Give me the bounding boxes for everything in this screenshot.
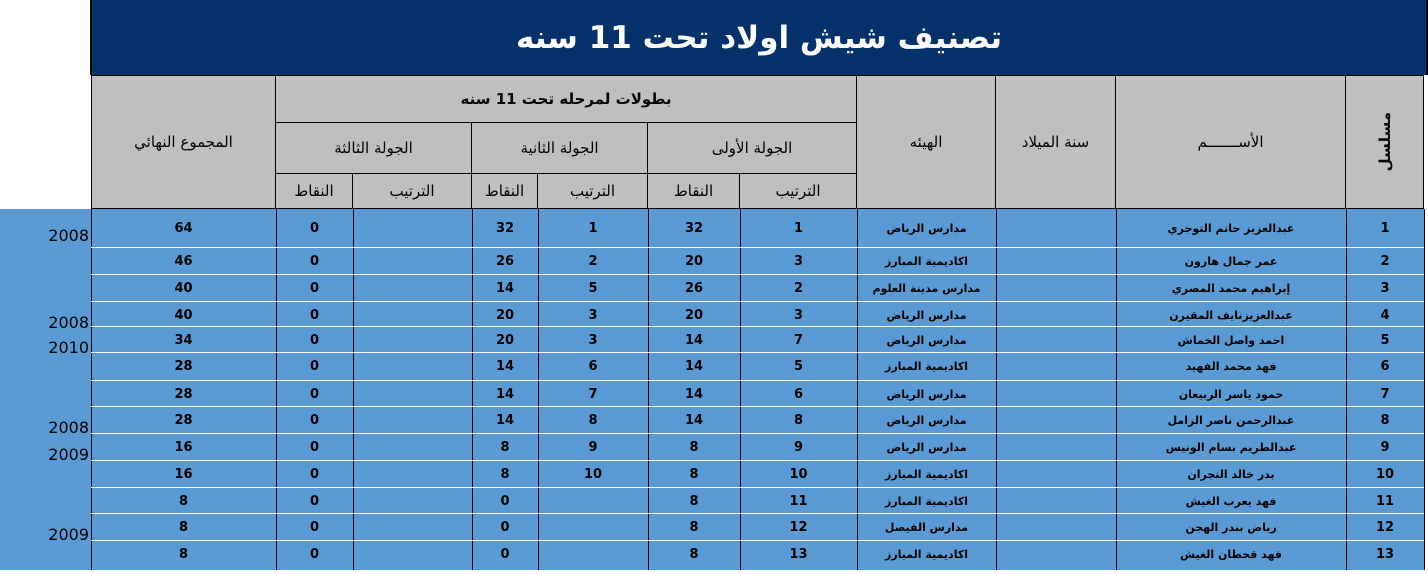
round3-rank-cell[interactable]: [353, 327, 472, 353]
header-total[interactable]: المجموع النهائي: [91, 75, 276, 209]
round2-rank-cell[interactable]: 3: [588, 332, 598, 348]
header-r3-rank[interactable]: الترتيب: [352, 173, 472, 209]
birth-year-cell[interactable]: [996, 248, 1116, 274]
round3-rank-cell[interactable]: [353, 381, 472, 407]
round2-rank-cell[interactable]: 9: [588, 439, 598, 455]
birth-year-cell[interactable]: [996, 514, 1116, 540]
round2-points-cell[interactable]: 32: [495, 220, 515, 236]
round3-rank-cell[interactable]: [353, 215, 472, 241]
name-cell[interactable]: إبراهيم محمد المصري: [1171, 281, 1291, 295]
round3-points-cell[interactable]: 0: [309, 412, 320, 428]
round3-rank-cell[interactable]: [353, 541, 472, 567]
round1-rank-cell[interactable]: 1: [793, 220, 804, 236]
round3-rank-cell[interactable]: [353, 248, 472, 274]
side-year-cell[interactable]: 2008: [48, 312, 89, 332]
birth-year-cell[interactable]: [996, 215, 1116, 241]
round3-points-cell[interactable]: 0: [309, 280, 320, 296]
total-cell[interactable]: 8: [178, 546, 189, 562]
birth-year-cell[interactable]: [996, 353, 1116, 379]
round3-rank-cell[interactable]: [353, 461, 472, 487]
round2-rank-cell[interactable]: 8: [588, 412, 598, 428]
round2-points-cell[interactable]: 8: [500, 466, 510, 482]
round2-points-cell[interactable]: 14: [495, 412, 515, 428]
club-cell[interactable]: مدارس الرياض: [886, 413, 967, 427]
club-cell[interactable]: مدارس الرياض: [886, 387, 967, 401]
round1-points-cell[interactable]: 8: [689, 546, 699, 562]
header-club[interactable]: الهيئه: [856, 75, 996, 209]
name-cell[interactable]: بدر خالد النجران: [1187, 467, 1275, 481]
name-cell[interactable]: عبدالعزيزنايف المقيرن: [1169, 308, 1293, 322]
round1-rank-cell[interactable]: 3: [793, 253, 804, 269]
round1-rank-cell[interactable]: 13: [789, 546, 808, 562]
total-cell[interactable]: 16: [174, 439, 193, 455]
total-cell[interactable]: 64: [174, 220, 193, 236]
club-cell[interactable]: مدارس الرياض: [886, 440, 967, 454]
round3-points-cell[interactable]: 0: [309, 220, 320, 236]
round2-rank-cell[interactable]: 3: [588, 307, 598, 323]
header-round2[interactable]: الجولة الثانية: [471, 122, 648, 174]
side-year-cell[interactable]: 2008: [48, 417, 89, 437]
round1-points-cell[interactable]: 26: [684, 280, 704, 296]
birth-year-cell[interactable]: [996, 327, 1116, 353]
round1-rank-cell[interactable]: 7: [793, 332, 804, 348]
serial-cell[interactable]: 12: [1375, 519, 1395, 535]
round3-points-cell[interactable]: 0: [309, 332, 320, 348]
round2-points-cell[interactable]: 0: [500, 493, 510, 509]
name-cell[interactable]: احمد واصل الخماش: [1177, 333, 1285, 347]
round3-points-cell[interactable]: 0: [309, 546, 320, 562]
birth-year-cell[interactable]: [996, 407, 1116, 433]
header-birth-year[interactable]: سنة الميلاد: [995, 75, 1116, 209]
side-year-cell[interactable]: [0, 388, 89, 414]
name-cell[interactable]: فهد يعرب الغيش: [1185, 494, 1277, 508]
round2-points-cell[interactable]: 26: [495, 253, 515, 269]
round1-rank-cell[interactable]: 3: [793, 307, 804, 323]
round1-rank-cell[interactable]: 6: [793, 386, 804, 402]
birth-year-cell[interactable]: [996, 275, 1116, 301]
side-year-cell[interactable]: [0, 468, 89, 494]
round3-rank-cell[interactable]: [353, 407, 472, 433]
header-r1-points[interactable]: النقاط: [647, 173, 740, 209]
name-cell[interactable]: فهد قحطان الغيش: [1180, 547, 1282, 561]
round1-points-cell[interactable]: 14: [684, 386, 704, 402]
side-year-cell[interactable]: [0, 282, 89, 308]
round3-points-cell[interactable]: 0: [309, 439, 320, 455]
birth-year-cell[interactable]: [996, 381, 1116, 407]
round1-points-cell[interactable]: 8: [689, 519, 699, 535]
header-serial-label: مسلسل: [1375, 112, 1394, 172]
serial-cell[interactable]: 6: [1380, 358, 1390, 374]
round2-rank-cell[interactable]: 10: [583, 466, 603, 482]
round3-points-cell[interactable]: 0: [309, 493, 320, 509]
total-cell[interactable]: 28: [174, 358, 193, 374]
round3-rank-cell[interactable]: [353, 353, 472, 379]
round1-rank-cell[interactable]: 5: [793, 358, 804, 374]
birth-year-cell[interactable]: [996, 541, 1116, 567]
round2-rank-cell[interactable]: [538, 488, 648, 514]
total-cell[interactable]: 28: [174, 386, 193, 402]
side-year-cell[interactable]: 2009: [48, 444, 89, 464]
name-cell[interactable]: عبدالطريم بسام الونيس: [1165, 440, 1297, 454]
round1-points-cell[interactable]: 8: [689, 466, 699, 482]
round3-rank-cell[interactable]: [353, 434, 472, 460]
header-r2-rank[interactable]: الترتيب: [537, 173, 648, 209]
round2-points-cell[interactable]: 14: [495, 358, 515, 374]
round3-points-cell[interactable]: 0: [309, 358, 320, 374]
birth-year-cell[interactable]: [996, 434, 1116, 460]
round2-points-cell[interactable]: 14: [495, 280, 515, 296]
serial-cell[interactable]: 5: [1380, 332, 1390, 348]
round2-rank-cell[interactable]: 6: [588, 358, 598, 374]
round2-rank-cell[interactable]: 2: [588, 253, 598, 269]
round2-points-cell[interactable]: 8: [500, 439, 510, 455]
round2-points-cell[interactable]: 20: [495, 307, 515, 323]
name-cell[interactable]: حمود ياسر الربيعان: [1178, 387, 1284, 401]
round3-rank-cell[interactable]: [353, 302, 472, 328]
club-cell[interactable]: اكاديمية المبارز: [885, 467, 968, 481]
side-year-cell[interactable]: 2008: [48, 225, 89, 245]
serial-cell[interactable]: 3: [1380, 280, 1390, 296]
club-cell[interactable]: اكاديمية المبارز: [885, 254, 968, 268]
total-cell[interactable]: 28: [174, 412, 193, 428]
column-divider: [1424, 209, 1425, 570]
total-cell[interactable]: 46: [174, 253, 193, 269]
name-cell[interactable]: عبدالعزيز حاتم التوجري: [1167, 221, 1295, 235]
name-cell[interactable]: رياض بندر الهجن: [1185, 520, 1277, 534]
serial-cell[interactable]: 4: [1380, 307, 1390, 323]
round1-points-cell[interactable]: 20: [684, 307, 704, 323]
serial-cell[interactable]: 11: [1375, 493, 1395, 509]
header-round1[interactable]: الجولة الأولى: [647, 122, 857, 174]
round2-points-cell[interactable]: 14: [495, 386, 515, 402]
round3-rank-cell[interactable]: [353, 275, 472, 301]
serial-cell[interactable]: 13: [1375, 546, 1395, 562]
club-cell[interactable]: مدارس الفيصل: [884, 520, 969, 534]
club-cell[interactable]: اكاديمية المبارز: [885, 494, 968, 508]
header-r2-points[interactable]: النقاط: [471, 173, 538, 209]
round2-rank-cell[interactable]: [538, 541, 648, 567]
header-stage[interactable]: بطولات لمرحله تحت 11 سنه: [275, 75, 857, 123]
serial-cell[interactable]: 8: [1380, 412, 1390, 428]
round3-points-cell[interactable]: 0: [309, 386, 320, 402]
round1-rank-cell[interactable]: 9: [793, 439, 804, 455]
round3-points-cell[interactable]: 0: [309, 466, 320, 482]
club-cell[interactable]: اكاديمية المبارز: [885, 359, 968, 373]
total-cell[interactable]: 8: [178, 519, 189, 535]
serial-cell[interactable]: 7: [1380, 386, 1390, 402]
round3-points-cell[interactable]: 0: [309, 307, 320, 323]
club-cell[interactable]: مدارس الرياض: [886, 308, 967, 322]
round2-rank-cell[interactable]: 5: [588, 280, 598, 296]
name-cell[interactable]: فهد محمد الفهيد: [1185, 359, 1277, 373]
serial-cell[interactable]: 9: [1380, 439, 1390, 455]
total-cell[interactable]: 8: [178, 493, 189, 509]
round3-points-cell[interactable]: 0: [309, 253, 320, 269]
side-year-cell[interactable]: 2009: [48, 524, 89, 544]
club-cell[interactable]: اكاديمية المبارز: [885, 547, 968, 561]
round1-points-cell[interactable]: 8: [689, 493, 699, 509]
club-cell[interactable]: مدارس الرياض: [886, 221, 967, 235]
side-year-cell[interactable]: 2010: [48, 337, 89, 357]
round1-points-cell[interactable]: 32: [684, 220, 704, 236]
total-cell[interactable]: 40: [174, 280, 193, 296]
total-cell[interactable]: 40: [174, 307, 193, 323]
header-round3[interactable]: الجولة الثالثة: [275, 122, 472, 174]
round1-rank-cell[interactable]: 12: [789, 519, 808, 535]
total-cell[interactable]: 16: [174, 466, 193, 482]
name-cell[interactable]: عمر جمال هارون: [1184, 254, 1278, 268]
round3-rank-cell[interactable]: [353, 488, 472, 514]
round1-points-cell[interactable]: 20: [684, 253, 704, 269]
side-year-cell[interactable]: [0, 360, 89, 386]
round3-points-cell[interactable]: 0: [309, 519, 320, 535]
serial-cell[interactable]: 1: [1380, 220, 1390, 236]
round2-rank-cell[interactable]: 7: [588, 386, 598, 402]
total-cell[interactable]: 34: [174, 332, 193, 348]
round2-rank-cell[interactable]: 1: [588, 220, 598, 236]
header-r3-points[interactable]: النقاط: [275, 173, 353, 209]
round2-points-cell[interactable]: 0: [500, 546, 510, 562]
side-year-cell[interactable]: [0, 255, 89, 281]
name-cell[interactable]: عبدالرحمن ناصر الزامل: [1167, 413, 1295, 427]
header-serial[interactable]: [1345, 75, 1424, 209]
round1-rank-cell[interactable]: 11: [789, 493, 808, 509]
round1-rank-cell[interactable]: 8: [793, 412, 804, 428]
side-year-cell[interactable]: [0, 495, 89, 521]
round2-rank-cell[interactable]: [538, 514, 648, 540]
club-cell[interactable]: مدارس مدينة العلوم: [872, 281, 981, 295]
round1-rank-cell[interactable]: 2: [793, 280, 804, 296]
round1-rank-cell[interactable]: 10: [789, 466, 808, 482]
club-cell[interactable]: مدارس الرياض: [886, 333, 967, 347]
round1-points-cell[interactable]: 8: [689, 439, 699, 455]
header-r1-rank[interactable]: الترتيب: [739, 173, 857, 209]
round2-points-cell[interactable]: 0: [500, 519, 510, 535]
serial-cell[interactable]: 2: [1380, 253, 1390, 269]
round1-points-cell[interactable]: 14: [684, 332, 704, 348]
round1-points-cell[interactable]: 14: [684, 412, 704, 428]
birth-year-cell[interactable]: [996, 488, 1116, 514]
round3-rank-cell[interactable]: [353, 514, 472, 540]
side-year-cell[interactable]: [0, 548, 89, 574]
round2-points-cell[interactable]: 20: [495, 332, 515, 348]
birth-year-cell[interactable]: [996, 461, 1116, 487]
sheet-title: تصنيف شيش اولاد تحت 11 سنه: [90, 0, 1428, 75]
round1-points-cell[interactable]: 14: [684, 358, 704, 374]
birth-year-cell[interactable]: [996, 302, 1116, 328]
serial-cell[interactable]: 10: [1375, 466, 1395, 482]
header-name[interactable]: الأســـــــم: [1115, 75, 1346, 209]
